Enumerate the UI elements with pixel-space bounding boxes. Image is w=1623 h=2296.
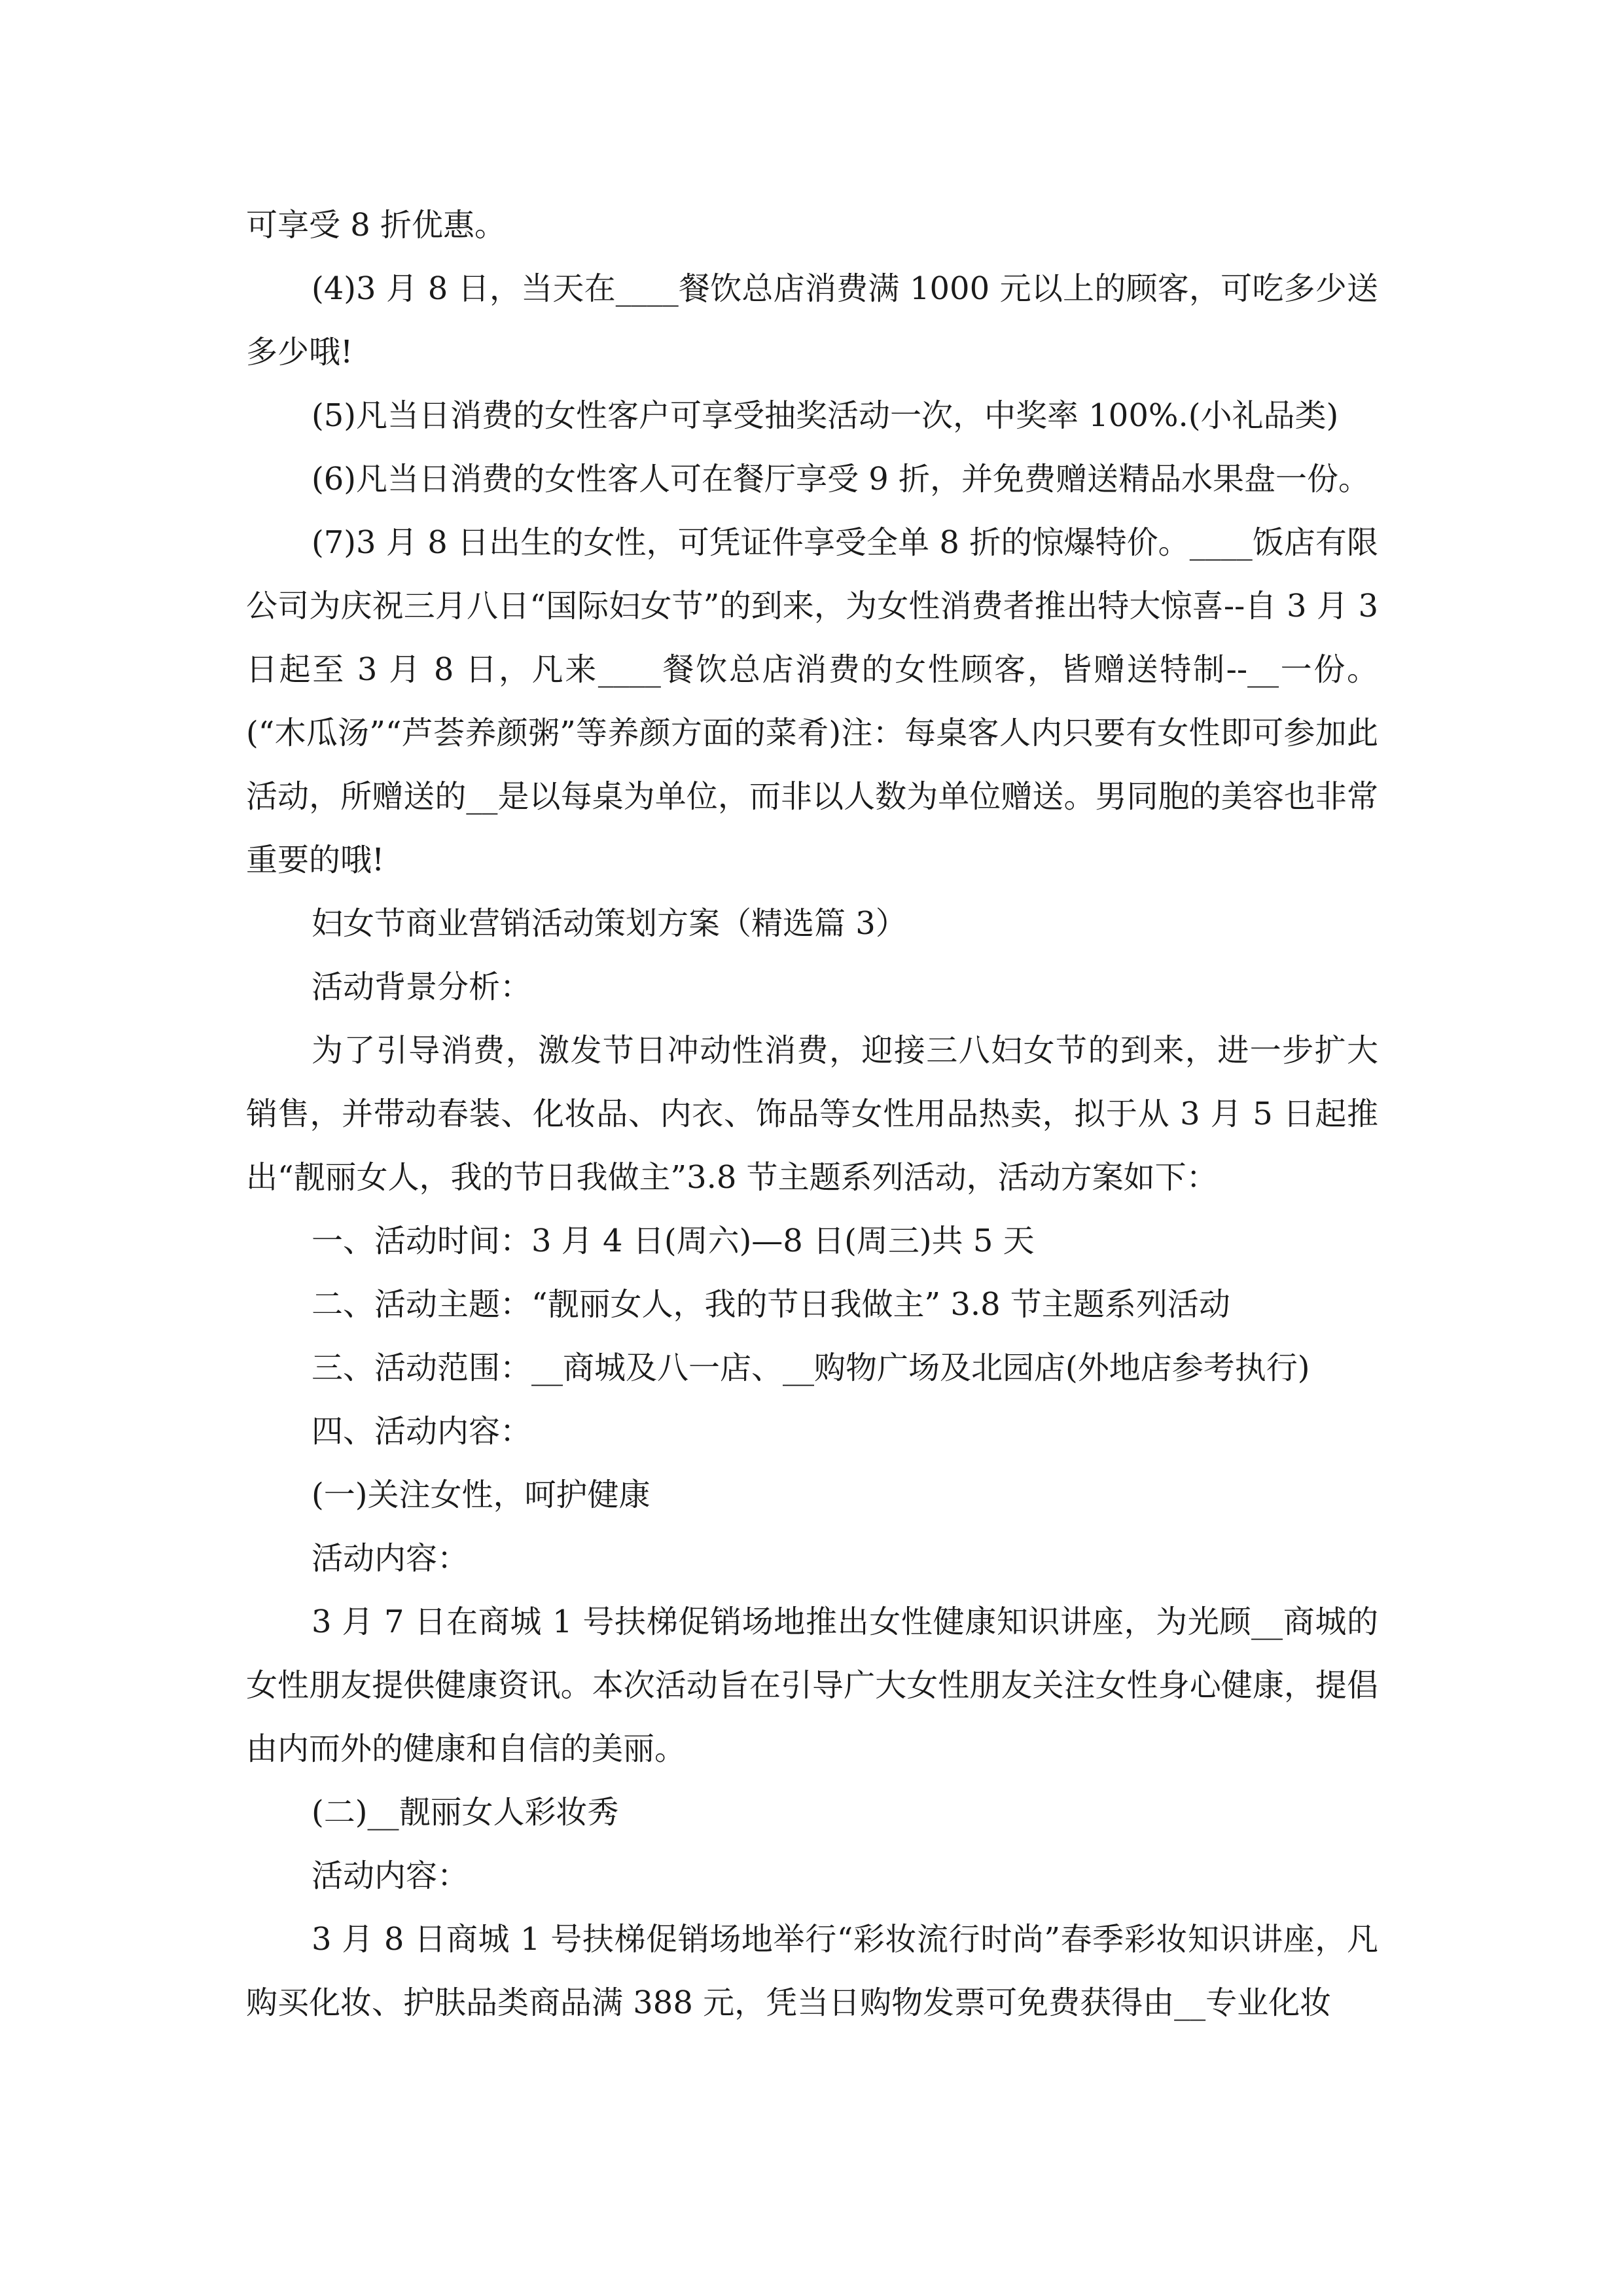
paragraph: (6)凡当日消费的女性客人可在餐厅享受 9 折，并免费赠送精品水果盘一份。 — [312, 461, 1370, 497]
paragraph: (7)3 月 8 日出生的女性，可凭证件享受全单 8 折的惊爆特价。____饭店有限公司为庆祝三月八日“国际妇女节”的到来，为女性消费者推出特大惊喜--自 3 月 3 日起至 3 月 8 日，凡来____餐饮总店消费的女性顾客，皆赠送特制--__一份。(“木瓜汤”“芦荟养颜粥”等养颜方面的菜肴)注：每桌客人内只要有女性即可参加此活动，所赠送的__是以每桌为单位，而非以人数为单位赠送。男同胞的美容也非常重要的哦! — [246, 524, 1378, 878]
paragraph: 活动内容： — [312, 1540, 469, 1577]
paragraph: 3 月 8 日商城 1 号扶梯促销场地举行“彩妆流行时尚”春季彩妆知识讲座，凡购买化妆、护肤品类商品满 388 元，凭当日购物发票可免费获得由__专业化妆 — [246, 1921, 1378, 2021]
paragraph: 可享受 8 折优惠。 — [246, 207, 507, 243]
paragraph: 活动内容： — [312, 1857, 469, 1894]
document-body — [246, 194, 1378, 2035]
paragraph: 二、活动主题：“靓丽女人，我的节日我做主” 3.8 节主题系列活动 — [312, 1286, 1230, 1323]
paragraph: (4)3 月 8 日，当天在____餐饮总店消费满 1000 元以上的顾客，可吃多少送多少哦! — [246, 270, 1378, 370]
paragraph: 三、活动范围：__商城及八一店、__购物广场及北园店(外地店参考执行) — [312, 1350, 1310, 1386]
paragraph: 四、活动内容： — [312, 1413, 532, 1450]
paragraph: (一)关注女性，呵护健康 — [312, 1477, 651, 1513]
paragraph: 3 月 7 日在商城 1 号扶梯促销场地推出女性健康知识讲座，为光顾__商城的女性朋友提供健康资讯。本次活动旨在引导广大女性朋友关注女性身心健康，提倡由内而外的健康和自信的美丽。 — [246, 1604, 1378, 1767]
paragraph: 为了引导消费，激发节日冲动性消费，迎接三八妇女节的到来，进一步扩大销售，并带动春装、化妆品、内衣、饰品等女性用品热卖，拟于从 3 月 5 日起推出“靓丽女人，我的节日我做主”3.8 节主题系列活动，活动方案如下： — [246, 1032, 1378, 1196]
paragraph: 活动背景分析： — [312, 969, 532, 1005]
paragraph: 一、活动时间：3 月 4 日(周六)—8 日(周三)共 5 天 — [312, 1223, 1035, 1259]
paragraph: (二)__靓丽女人彩妆秀 — [312, 1794, 619, 1831]
paragraph: (5)凡当日消费的女性客户可享受抽奖活动一次，中奖率 100%.(小礼品类) — [312, 397, 1339, 434]
section-heading: 妇女节商业营销活动策划方案（精选篇 3） — [312, 905, 907, 942]
